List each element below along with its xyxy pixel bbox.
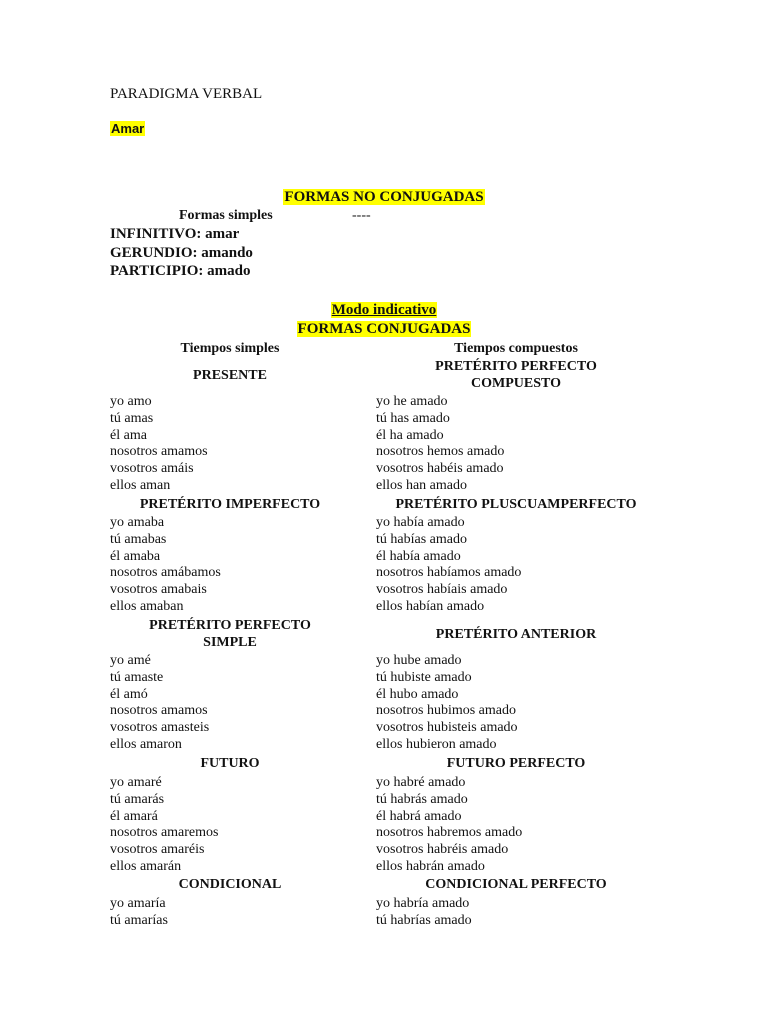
- conjugadas-heading: FORMAS CONJUGADAS: [297, 321, 471, 337]
- conjugation-line: él hubo amado: [376, 686, 459, 702]
- conjugation-line: nosotros habíamos amado: [376, 565, 522, 581]
- conjugation-line: él amaba: [110, 548, 161, 564]
- conjugation-line: ellos habrán amado: [376, 858, 485, 874]
- conjugation-line: tú amarás: [110, 791, 165, 807]
- conjugation-line: vosotros amabais: [110, 582, 207, 598]
- gerundio: GERUNDIO: amando: [110, 245, 253, 261]
- conjugation-line: yo había amado: [376, 515, 465, 530]
- col-simples-header: Tiempos simples: [180, 341, 280, 356]
- no-conjugadas-heading: FORMAS NO CONJUGADAS: [284, 189, 484, 205]
- tense-title-right: CONDICIONAL PERFECTO: [425, 877, 607, 892]
- conjugation-line: vosotros amáis: [110, 461, 194, 477]
- conjugation-line: nosotros amamos: [110, 444, 208, 460]
- conjugation-list-left: [110, 896, 168, 930]
- conjugation-line: tú habías amado: [376, 531, 467, 547]
- conjugation-line: yo amé: [110, 653, 151, 668]
- conjugation-line: ellos han amado: [376, 477, 467, 493]
- conjugation-line: yo amo: [110, 394, 152, 409]
- page-title: PARADIGMA VERBAL: [110, 86, 263, 102]
- conjugation-line: yo hube amado: [376, 653, 462, 668]
- conjugation-line: tú habrías amado: [376, 912, 472, 928]
- conjugation-line: ellos hubieron amado: [376, 736, 497, 752]
- tense-title-right: FUTURO PERFECTO: [446, 756, 586, 771]
- verb-name: Amar: [111, 121, 145, 136]
- conjugation-line: ellos amaban: [110, 598, 184, 614]
- conjugation-line: tú amaste: [110, 669, 164, 685]
- conjugation-line: tú amabas: [110, 531, 167, 547]
- conjugation-line: yo habré amado: [376, 775, 466, 790]
- conjugation-list-right: [376, 653, 518, 754]
- conjugation-line: nosotros hubimos amado: [376, 703, 516, 719]
- conjugation-line: nosotros hemos amado: [376, 444, 505, 460]
- participio: PARTICIPIO: amado: [110, 263, 251, 279]
- tense-title-left: FUTURO: [200, 756, 260, 771]
- tense-title-right: PRETÉRITO PERFECTO: [435, 359, 597, 374]
- conjugation-line: vosotros habíais amado: [376, 582, 508, 598]
- conjugation-line: vosotros habéis amado: [376, 461, 504, 477]
- tense-title-right-cont: COMPUESTO: [471, 376, 561, 391]
- conjugation-line: él ha amado: [376, 427, 444, 443]
- conjugation-line: nosotros habremos amado: [376, 825, 523, 841]
- conjugation-line: yo amaría: [110, 896, 166, 911]
- conjugation-line: él amará: [110, 808, 158, 824]
- conjugation-line: él habrá amado: [376, 808, 462, 824]
- conjugation-list-left: [110, 653, 209, 754]
- conjugation-list-left: [110, 775, 218, 876]
- tense-title-left-cont: SIMPLE: [203, 635, 257, 650]
- conjugation-line: ellos habían amado: [376, 598, 485, 614]
- modo-heading: Modo indicativo: [331, 302, 437, 318]
- tense-title-left: PRETÉRITO IMPERFECTO: [139, 497, 321, 512]
- conjugation-list-right: [376, 775, 522, 876]
- conjugation-list-left: [110, 515, 221, 616]
- conjugation-line: tú has amado: [376, 410, 450, 426]
- conjugation-line: ellos amarán: [110, 858, 182, 874]
- conjugation-line: vosotros habréis amado: [376, 842, 509, 858]
- conjugation-line: él amó: [110, 686, 148, 702]
- conjugation-line: vosotros amaréis: [110, 842, 205, 858]
- conjugation-line: él había amado: [376, 548, 461, 564]
- conjugation-line: nosotros amábamos: [110, 565, 221, 581]
- conjugation-line: nosotros amaremos: [110, 825, 219, 841]
- conjugation-line: vosotros hubisteis amado: [376, 720, 518, 736]
- conjugation-line: yo habría amado: [376, 896, 470, 911]
- conjugation-line: él ama: [110, 427, 147, 443]
- conjugation-line: yo amaba: [110, 515, 165, 530]
- conjugation-line: tú habrás amado: [376, 791, 468, 807]
- formas-compuestas-placeholder: ----: [352, 208, 371, 223]
- conjugation-list-right: [376, 896, 472, 930]
- conjugation-line: ellos amaron: [110, 736, 182, 752]
- conjugation-list-left: [110, 394, 208, 495]
- conjugation-line: tú hubiste amado: [376, 669, 472, 685]
- tense-title-right: PRETÉRITO PLUSCUAMPERFECTO: [395, 497, 637, 512]
- conjugation-line: vosotros amasteis: [110, 720, 210, 736]
- conjugation-list-right: [376, 515, 521, 616]
- infinitivo: INFINITIVO: amar: [110, 226, 240, 242]
- conjugation-line: ellos aman: [110, 477, 171, 493]
- conjugation-line: yo amaré: [110, 775, 162, 790]
- tense-title-right: PRETÉRITO ANTERIOR: [435, 627, 597, 642]
- conjugation-line: yo he amado: [376, 394, 448, 409]
- conjugation-line: tú amas: [110, 410, 154, 426]
- formas-simples-label: Formas simples: [179, 208, 273, 223]
- col-compuestos-header: Tiempos compuestos: [454, 341, 578, 356]
- tense-title-left: PRETÉRITO PERFECTO: [149, 618, 311, 633]
- tense-title-left: CONDICIONAL: [178, 877, 282, 892]
- tense-title-left: PRESENTE: [193, 368, 267, 383]
- conjugation-list-right: [376, 394, 504, 495]
- conjugation-line: tú amarías: [110, 912, 168, 928]
- conjugation-line: nosotros amamos: [110, 703, 208, 719]
